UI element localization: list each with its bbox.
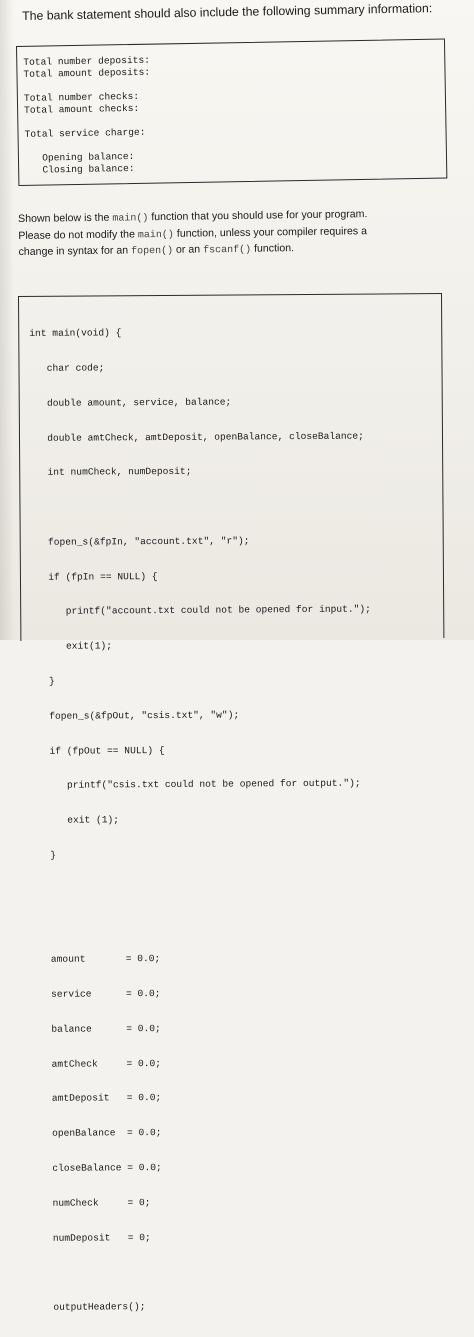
code-line: int main(void) { [29,327,122,340]
code-line: double amtCheck, amtDeposit, openBalance, closeBalance; [29,430,364,444]
code-line: char code; [29,362,105,374]
inline-code: fscanf() [203,244,252,257]
intro-text: Shown below is the [18,211,113,225]
code-line: balance = 0.0; [34,1022,161,1035]
code-line: amtCheck = 0.0; [34,1057,162,1070]
code-line: int numCheck, numDeposit; [30,466,192,479]
summary-line: Total number deposits: [23,54,151,68]
code-line: service = 0.0; [33,988,161,1000]
inline-code: main() [137,229,174,241]
intro-paragraph [18,206,459,262]
code-line: outputHeaders(); [36,1301,146,1313]
summary-line: Total service charge: [24,126,146,140]
code-line: printf("account.txt could not be opened for input."); [31,603,371,618]
code-line: amtDeposit = 0.0; [34,1092,162,1105]
summary-line: Opening balance: [24,150,135,164]
summary-line: Closing balance: [25,162,135,176]
code-line [33,882,373,896]
code-line: amount = 0.0; [33,953,161,966]
summary-box [16,39,447,186]
code-line [33,917,373,931]
summary-heading: The bank statement should also include the following summary information: [22,1,433,23]
code-line [36,1265,376,1279]
code-listing [29,303,376,1337]
code-line: if (fpIn == NULL) { [30,570,158,583]
code-line: openBalance = 0.0; [34,1127,162,1140]
code-line: closeBalance = 0.0; [35,1161,162,1174]
code-line [30,500,370,514]
code-listing-box [18,293,444,1313]
inline-code: main() [112,213,149,225]
intro-text: or an [172,243,204,257]
summary-line: Total amount checks: [24,102,140,116]
code-line: if (fpOut == NULL) { [32,744,165,757]
intro-text: function. [251,242,295,255]
code-line: } [32,849,56,861]
code-line: fopen_s(&fpOut, "csis.txt", "w"); [31,709,240,722]
summary-line: Total amount deposits: [23,66,151,80]
inline-code: fopen() [130,246,174,258]
summary-line: Total number checks: [23,90,140,104]
intro-text: Please do not modify the [18,227,138,242]
code-line: printf("csis.txt could not be opened for output."); [32,777,361,792]
page-edge-shadow [0,0,14,640]
code-line: exit(1); [31,640,113,653]
intro-text: function, unless your compiler requires a [173,224,368,240]
code-line: } [31,675,55,687]
code-line: numCheck = 0; [35,1196,151,1209]
intro-text: change in syntax for an [18,244,132,259]
code-line: exit (1); [32,814,120,827]
code-line: numDeposit = 0; [35,1231,151,1244]
intro-text: function that you should use for your program. [148,208,368,224]
code-line: fopen_s(&fpIn, "account.txt", "r"); [30,535,250,548]
code-line: double amount, service, balance; [29,396,232,409]
